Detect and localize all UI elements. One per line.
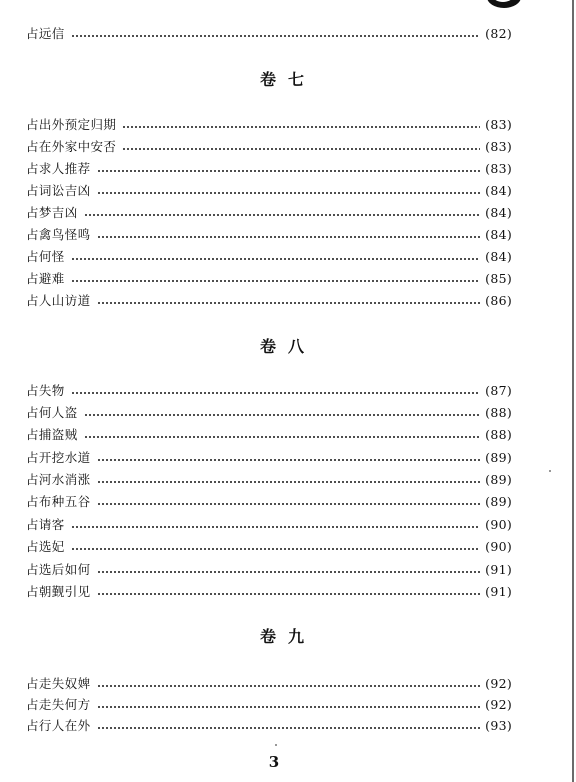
toc-entry (26, 583, 512, 601)
toc-entry-title: 占行人在外 (26, 718, 91, 733)
toc-entry-leader (97, 170, 481, 172)
toc-entry-page: (93) (485, 718, 512, 733)
toc-entry (26, 182, 512, 200)
toc-entry-page: (86) (485, 293, 512, 308)
toc-entry-title: 占梦吉凶 (26, 205, 78, 220)
toc-entry-page: (87) (485, 383, 512, 398)
toc-entry-page: (84) (485, 249, 512, 264)
toc-entry-title: 占人山访道 (26, 293, 91, 308)
print-speck (549, 470, 551, 472)
section-heading: 卷八 (259, 337, 316, 356)
toc-entry-leader (97, 481, 481, 483)
toc-entry-title: 占走失何方 (26, 697, 91, 712)
toc-entry (26, 561, 512, 579)
toc-entry (26, 138, 512, 156)
toc-entry-leader (97, 192, 481, 194)
toc-entry-leader (122, 126, 480, 128)
toc-entry-page: (92) (485, 697, 512, 712)
toc-entry-title: 占请客 (26, 517, 65, 532)
toc-entry-page: (88) (485, 427, 512, 442)
toc-entry-page: (85) (485, 271, 512, 286)
toc-entry-page: (89) (485, 494, 512, 509)
toc-entry-title: 占词讼吉凶 (26, 183, 91, 198)
toc-entry-page: (83) (485, 117, 512, 132)
toc-entry (26, 449, 512, 467)
toc-entry (26, 717, 512, 735)
toc-entry-title: 占失物 (26, 383, 65, 398)
toc-entry-title: 占禽鸟怪鸣 (26, 227, 91, 242)
toc-entry-page: (91) (485, 584, 512, 599)
toc-entry-title: 占走失奴婢 (26, 676, 91, 691)
toc-entry (26, 292, 512, 310)
section-heading: 卷九 (259, 627, 316, 646)
toc-entry-title: 占何怪 (26, 249, 65, 264)
toc-entry-leader (71, 258, 480, 260)
toc-entry (26, 404, 512, 422)
toc-entry-leader (97, 503, 481, 505)
toc-entry (26, 226, 512, 244)
toc-entry-page: (82) (485, 26, 512, 41)
toc-entry-page: (92) (485, 676, 512, 691)
toc-entry-page: (88) (485, 405, 512, 420)
toc-entry-page: (84) (485, 227, 512, 242)
toc-entry-page: (89) (485, 450, 512, 465)
toc-entry-leader (97, 706, 481, 708)
corner-ornament-icon (487, 0, 521, 8)
toc-entry-leader (97, 302, 481, 304)
toc-entry-page: (91) (485, 562, 512, 577)
toc-entry (26, 116, 512, 134)
section-heading: 卷七 (259, 70, 316, 89)
toc-entry-page: (83) (485, 161, 512, 176)
toc-entry-title: 占开挖水道 (26, 450, 91, 465)
toc-entry-title: 占何人盗 (26, 405, 78, 420)
toc-entry (26, 675, 512, 693)
toc-entry-page: (84) (485, 183, 512, 198)
toc-entry-title: 占在外家中安否 (26, 139, 117, 154)
toc-entry (26, 25, 512, 43)
toc-entry-leader (84, 214, 481, 216)
toc-entry-leader (97, 727, 481, 729)
toc-entry (26, 382, 512, 400)
toc-entry-title: 占远信 (26, 26, 65, 41)
toc-entry (26, 696, 512, 714)
toc-entry-title: 占选妃 (26, 539, 65, 554)
toc-entry-title: 占出外预定归期 (26, 117, 117, 132)
toc-entry-title: 占河水消涨 (26, 472, 91, 487)
toc-entry-leader (71, 392, 480, 394)
toc-entry (26, 516, 512, 534)
toc-entry-page: (89) (485, 472, 512, 487)
toc-entry-title: 占求人推荐 (26, 161, 91, 176)
toc-entry-leader (97, 459, 481, 461)
toc-entry-leader (97, 571, 481, 573)
page-edge-line (572, 0, 574, 782)
toc-entry (26, 426, 512, 444)
toc-entry-leader (71, 548, 480, 550)
toc-entry-leader (71, 526, 480, 528)
toc-entry-title: 占捕盗贼 (26, 427, 78, 442)
toc-entry-title: 占避难 (26, 271, 65, 286)
toc-entry-page: (90) (485, 539, 512, 554)
toc-entry (26, 538, 512, 556)
toc-entry (26, 471, 512, 489)
toc-entry-leader (97, 685, 481, 687)
toc-entry-leader (71, 280, 480, 282)
toc-entry-title: 占朝觐引见 (26, 584, 91, 599)
toc-entry (26, 270, 512, 288)
toc-entry (26, 160, 512, 178)
toc-entry-leader (122, 148, 480, 150)
toc-entry-title: 占选后如何 (26, 562, 91, 577)
toc-entry (26, 493, 512, 511)
toc-entry-leader (84, 436, 481, 438)
toc-entry-leader (97, 236, 481, 238)
page-number: 3 (268, 753, 280, 771)
toc-entry-leader (97, 593, 481, 595)
toc-entry-leader (84, 414, 481, 416)
toc-entry (26, 248, 512, 266)
toc-entry-page: (83) (485, 139, 512, 154)
toc-entry-title: 占布种五谷 (26, 494, 91, 509)
toc-entry-leader (71, 35, 480, 37)
print-speck (275, 744, 277, 746)
toc-entry (26, 204, 512, 222)
toc-entry-page: (90) (485, 517, 512, 532)
toc-entry-page: (84) (485, 205, 512, 220)
